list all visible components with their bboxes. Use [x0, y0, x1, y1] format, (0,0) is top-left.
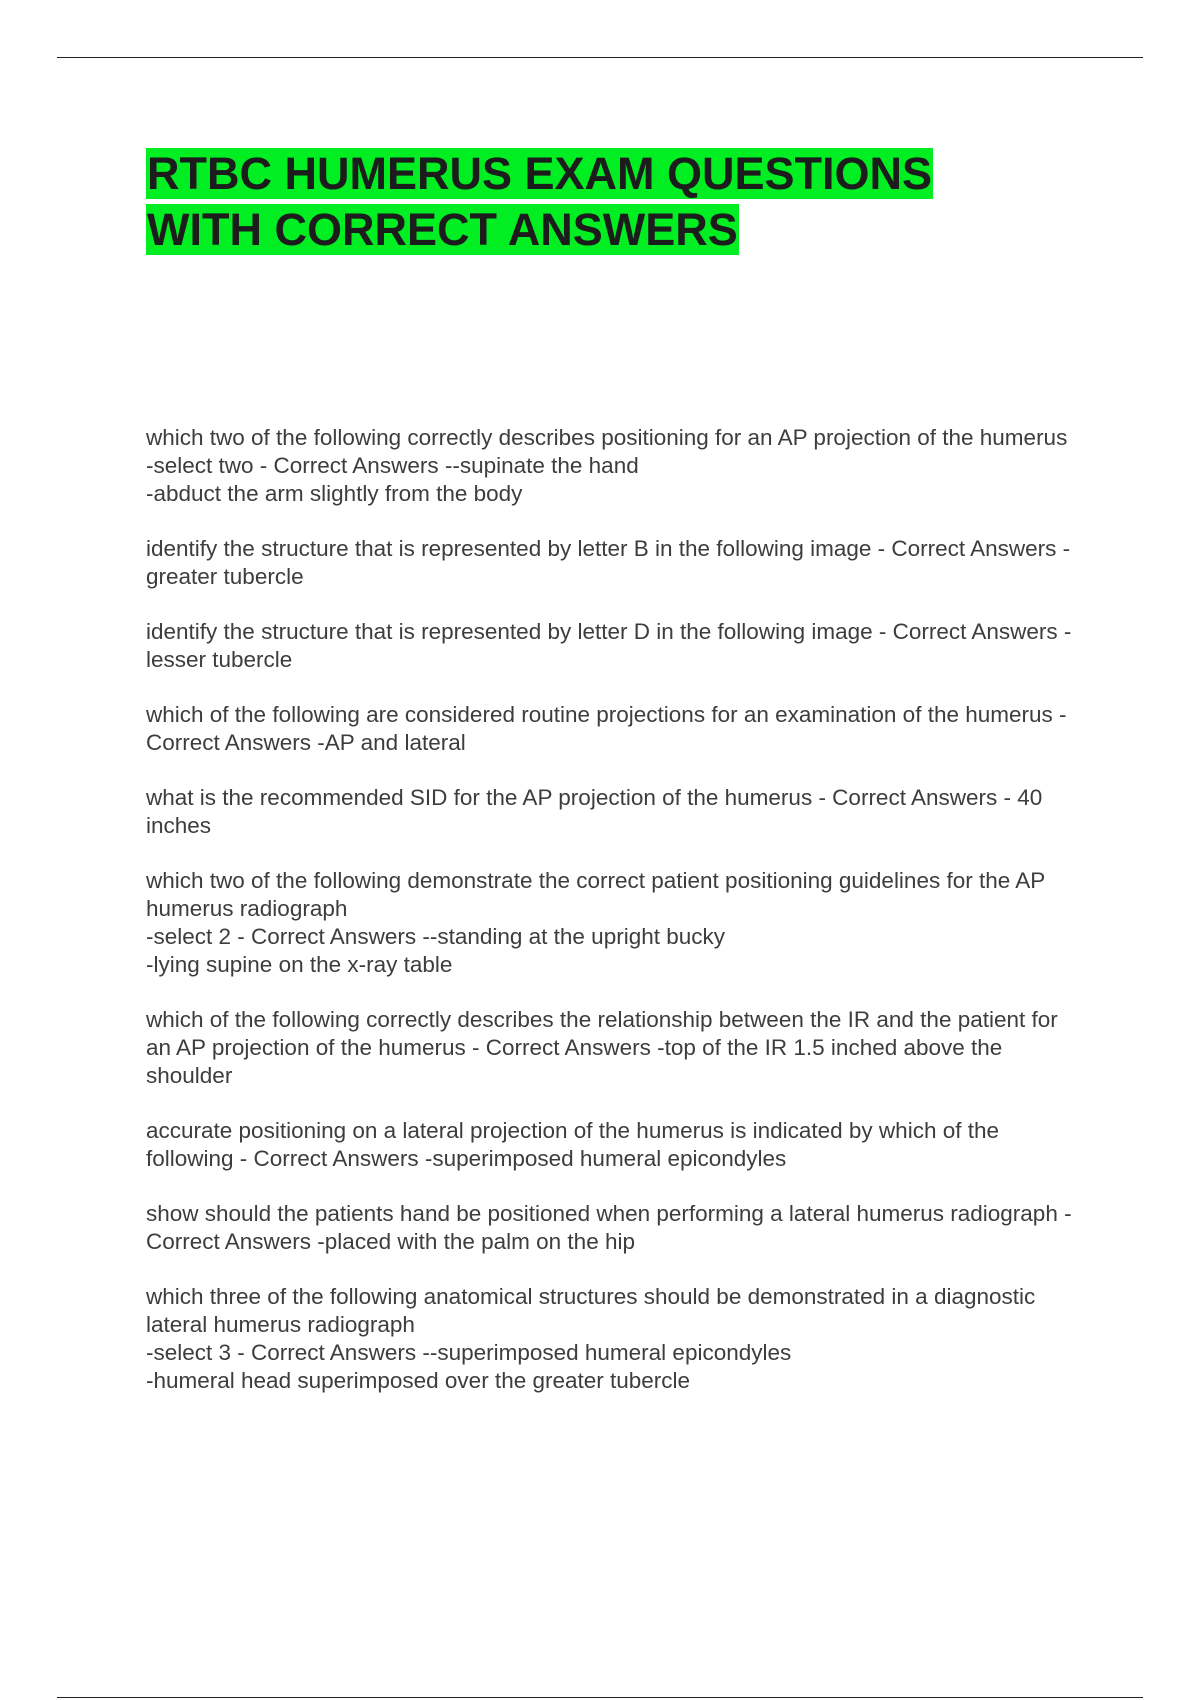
footer-rule — [57, 1697, 1143, 1698]
qa-item: which two of the following correctly describes positioning for an AP projection of the humerus -select two - Correct Answers --supinate the hand -abduct the arm slightly from the body — [146, 425, 1068, 506]
qa-item: show should the patients hand be positioned when performing a lateral humerus radiograph - Correct Answers -placed with the palm on the hip — [146, 1201, 1078, 1254]
qa-item: accurate positioning on a lateral projection of the humerus is indicated by which of the following - Correct Answers -superimposed humeral epicondyles — [146, 1118, 1006, 1171]
qa-item: what is the recommended SID for the AP projection of the humerus - Correct Answers - 40 inches — [146, 785, 1049, 838]
qa-item: identify the structure that is represented by letter D in the following image - Correct Answers -lesser tubercle — [146, 619, 1072, 672]
qa-list — [146, 424, 1081, 1422]
document-header — [146, 146, 1086, 258]
qa-item: identify the structure that is represented by letter B in the following image - Correct Answers -greater tubercle — [146, 536, 1071, 589]
document-title-highlight: RTBC HUMERUS EXAM QUESTIONS WITH CORRECT ANSWERS — [147, 148, 933, 255]
document-title — [146, 146, 1016, 258]
qa-item: which two of the following demonstrate the correct patient positioning guidelines for the AP humerus radiograph -select 2 - Correct Answers --standing at the upright bucky -lying supine on the x-ray table — [146, 868, 1045, 977]
qa-item: which three of the following anatomical structures should be demonstrated in a diagnostic lateral humerus radiograph -select 3 - Correct Answers --superimposed humeral epicondyles -humeral head superimposed over the greater tubercle — [146, 1284, 1036, 1393]
header-rule — [57, 57, 1143, 58]
qa-item: which of the following correctly describes the relationship between the IR and the patient for an AP projection of the humerus - Correct Answers -top of the IR 1.5 inched above the shoulder — [146, 1007, 1065, 1088]
qa-item: which of the following are considered routine projections for an examination of the humerus - Correct Answers -AP and lateral — [146, 702, 1073, 755]
